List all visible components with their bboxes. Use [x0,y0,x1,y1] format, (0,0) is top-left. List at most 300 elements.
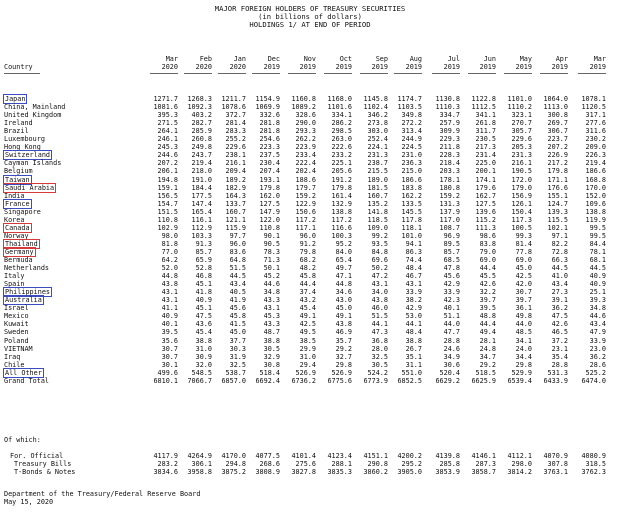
holding-value: 78.1 [589,247,606,256]
holding-value: 42.6 [551,320,568,329]
holding-value: 40.1 [443,304,460,313]
holding-value: 44.4 [299,280,316,289]
holding-value: 30.7 [515,288,532,297]
holding-value: 184.4 [191,183,212,192]
holding-value: 42.9 [443,280,460,289]
holding-value: 100.5 [511,223,532,232]
sub-row-name: T-Bonds & Notes [14,468,76,477]
holding-value: 180.8 [439,183,460,192]
holding-value: 119.9 [585,215,606,224]
holding-value: 270.7 [511,119,532,128]
column-year: 2020 [195,63,212,71]
title-line-2: (in billions of dollars) [258,12,362,21]
country-name: All Other [5,368,42,377]
holding-value: 38.5 [299,336,316,345]
sub-row-value: 4077.5 [255,452,280,460]
country-name: Japan [5,95,26,103]
holding-value: 43.8 [335,320,352,329]
holding-value: 499.6 [157,368,178,377]
holding-value: 165.4 [191,207,212,216]
holding-value: 133.7 [225,199,246,208]
holding-value: 44.8 [161,272,178,281]
holding-value: 147.4 [191,199,212,208]
column-month: Jan [233,55,246,63]
holding-value: 313.4 [401,127,422,136]
sub-row-value: 290.8 [367,460,388,469]
holding-value: 349.8 [401,111,422,120]
holding-value: 159.2 [439,191,460,200]
holding-value: 226.9 [547,151,568,160]
holding-value: 49.5 [299,328,316,337]
holding-value: 257.9 [439,119,460,128]
sub-row-value: 298.0 [511,460,532,469]
country-name: Cayman Islands [4,159,62,168]
column-underline [184,73,212,74]
column-month: May [519,55,532,63]
holding-value: 99.3 [515,231,532,240]
holding-value: 99.2 [371,231,388,240]
holding-value: 117.1 [295,223,316,232]
holding-value: 6736.2 [291,376,316,385]
holding-value: 207.2 [547,143,568,152]
column-year: 2020 [229,63,246,71]
holding-value: 317.1 [585,111,606,120]
holding-value: 30.6 [443,360,460,369]
holding-value: 1081.6 [153,103,178,112]
holding-value: 45.0 [515,264,532,273]
holding-value: 215.0 [401,167,422,176]
holding-value: 182.9 [225,183,246,192]
holding-value: 188.6 [295,175,316,184]
footer-dept: Department of the Treasury/Federal Reserve Board [4,490,201,498]
holding-value: 37.4 [299,288,316,297]
holding-value: 90.1 [263,231,280,240]
holding-value: 229.6 [225,143,246,152]
holding-value: 206.1 [157,167,178,176]
holding-value: 109.0 [367,223,388,232]
column-underline [218,73,246,74]
country-header: Country [4,63,33,71]
holding-value: 102.9 [157,223,178,232]
holding-value: 243.7 [191,151,212,160]
of-which-label: Of which: [4,436,41,444]
holding-value: 30.8 [263,360,280,369]
holding-value: 1120.5 [581,103,606,112]
holding-value: 50.2 [371,264,388,273]
holding-value: 74.4 [405,256,422,264]
holding-value: 159.1 [157,183,178,192]
holding-value: 1271.7 [153,95,178,103]
holding-value: 244.9 [401,135,422,144]
holding-value: 69.0 [479,256,496,264]
holding-value: 96.9 [443,231,460,240]
holding-value: 395.3 [157,111,178,120]
holding-value: 43.1 [405,280,422,289]
holding-value: 216.1 [225,159,246,168]
holding-value: 34.8 [589,304,606,313]
holding-value: 117.3 [511,215,532,224]
sub-row-value: 3853.9 [435,468,460,477]
country-name: Thailand [5,239,38,248]
column-month: Mar [165,55,178,63]
holding-value: 145.5 [401,207,422,216]
holding-value: 34.0 [371,288,388,297]
holding-value: 102.1 [547,223,568,232]
holding-value: 43.4 [589,320,606,329]
holding-value: 179.8 [547,167,568,176]
holding-value: 311.6 [585,127,606,136]
country-name: Kuwait [4,320,29,329]
holding-value: 30.9 [195,352,212,361]
holding-value: 53.0 [405,312,422,321]
holding-value: 100.3 [331,231,352,240]
column-year: 2019 [443,63,460,71]
holding-value: 224.5 [401,143,422,152]
holding-value: 225.0 [475,159,496,168]
holding-value: 38.8 [195,336,212,345]
holding-value: 1174.7 [397,95,422,103]
holding-value: 170.0 [585,183,606,192]
holding-value: 40.1 [161,320,178,329]
holding-value: 32.2 [479,288,496,297]
holding-value: 64.2 [161,256,178,264]
holding-value: 6810.1 [153,376,178,385]
holding-value: 230.4 [259,159,280,168]
column-year: 2019 [405,63,422,71]
sub-row-value: 3835.3 [327,468,352,477]
sub-row-value: 3762.3 [581,468,606,477]
holding-value: 219.4 [191,159,212,168]
country-name: Luxembourg [4,135,45,144]
holding-value: 254.6 [259,135,280,144]
holding-value: 216.1 [511,159,532,168]
holding-value: 39.7 [515,296,532,305]
holding-value: 35.6 [161,336,178,345]
country-name: Philippines [5,288,51,297]
holding-value: 43.0 [335,296,352,305]
holding-value: 77.8 [515,247,532,256]
holding-value: 229.3 [439,135,460,144]
holding-value: 531.3 [547,368,568,377]
sub-row-value: 275.6 [295,460,316,469]
holding-value: 218.4 [439,159,460,168]
holding-value: 28.6 [589,360,606,369]
holding-value: 40.9 [195,296,212,305]
holding-value: 47.7 [443,328,460,337]
sub-row-value: 295.2 [401,460,422,469]
holding-value: 42.0 [515,280,532,289]
holding-value: 183.8 [401,183,422,192]
holding-value: 49.8 [515,312,532,321]
holding-value: 45.0 [229,328,246,337]
holding-value: 29.4 [299,360,316,369]
holding-value: 231.3 [511,151,532,160]
holding-value: 1113.0 [543,103,568,112]
holding-value: 1112.5 [471,103,496,112]
header-years [2,63,618,87]
holding-value: 122.0 [259,215,280,224]
holding-value: 45.6 [229,304,246,313]
holding-value: 230.5 [475,135,496,144]
column-month: Oct [339,55,352,63]
column-underline [150,73,178,74]
holding-value: 36.8 [371,336,388,345]
sub-row-value: 3905.0 [397,468,422,477]
holding-value: 518.5 [475,368,496,377]
holding-value: 31.0 [195,344,212,353]
holding-value: 45.1 [195,280,212,289]
country-name: Iraq [4,352,21,361]
holding-value: 230.2 [585,135,606,144]
holding-value: 41.8 [195,288,212,297]
holding-value: 262.2 [295,135,316,144]
holding-value: 90.5 [263,239,280,248]
sub-row-value: 4146.1 [471,452,496,460]
holding-value: 1145.8 [363,95,388,103]
holding-value: 47.1 [335,272,352,281]
title-line-1: MAJOR FOREIGN HOLDERS OF TREASURY SECURITIES [214,4,406,13]
holding-value: 31.1 [405,360,422,369]
column-year: 2019 [335,63,352,71]
holding-value: 44.0 [443,320,460,329]
sub-row-value: 3858.7 [471,468,496,477]
country-name: Bermuda [4,256,33,264]
sub-row-value: 4151.1 [363,452,388,460]
country-name: France [5,199,30,208]
holding-value: 118.5 [367,215,388,224]
holding-value: 37.2 [551,336,568,345]
holding-value: 1102.4 [363,103,388,112]
holding-value: 6775.6 [327,376,352,385]
column-underline [540,73,568,74]
holding-value: 43.3 [263,296,280,305]
holding-value: 334.7 [439,111,460,120]
holding-value: 43.6 [195,320,212,329]
holding-value: 229.6 [511,135,532,144]
holding-value: 218.0 [191,167,212,176]
sub-row-value: 288.1 [331,460,352,469]
holding-value: 49.1 [335,312,352,321]
holding-value: 43.4 [551,280,568,289]
holding-value: 152.0 [585,191,606,200]
holding-value: 231.3 [367,151,388,160]
holding-value: 30.5 [371,360,388,369]
holding-value: 81.4 [515,239,532,248]
holding-value: 31.0 [299,352,316,361]
country-name: Germany [5,247,34,256]
holding-value: 244.6 [157,151,178,160]
holding-value: 101.0 [401,231,422,240]
holding-value: 186.6 [585,167,606,176]
holding-value: 282.7 [191,119,212,128]
holding-value: 41.0 [551,272,568,281]
holding-value: 176.6 [547,183,568,192]
column-month: Nov [303,55,316,63]
holding-value: 293.3 [295,127,316,136]
holding-value: 117.0 [439,215,460,224]
holding-value: 200.1 [475,167,496,176]
holding-value: 132.9 [331,199,352,208]
holding-value: 29.2 [479,360,496,369]
holding-value: 91.3 [195,239,212,248]
sub-row-value: 4117.9 [153,452,178,460]
holding-value: 44.5 [229,272,246,281]
holding-value: 194.8 [157,175,178,184]
holding-value: 529.9 [511,368,532,377]
holding-value: 159.2 [295,191,316,200]
holding-value: 233.4 [295,151,316,160]
country-name: Brazil [4,127,29,136]
holding-value: 28.8 [443,336,460,345]
country-underline [4,73,40,74]
holding-value: 48.4 [405,264,422,273]
holding-value: 150.4 [511,207,532,216]
holding-value: 45.4 [299,304,316,313]
country-name: Spain [4,280,25,289]
holding-value: 117.2 [295,215,316,224]
holding-value: 79.0 [479,247,496,256]
holding-value: 69.6 [371,256,388,264]
holding-value: 122.9 [295,199,316,208]
holding-value: 154.7 [157,199,178,208]
holding-value: 162.0 [259,191,280,200]
holding-value: 30.7 [161,352,178,361]
country-name: China, Mainland [4,103,66,112]
holding-value: 72.8 [551,247,568,256]
holding-value: 131.3 [439,199,460,208]
holding-value: 223.7 [547,135,568,144]
holding-value: 89.5 [443,239,460,248]
holding-value: 47.3 [371,328,388,337]
holding-value: 85.7 [195,247,212,256]
holding-value: 118.1 [401,223,422,232]
holding-value: 190.5 [511,167,532,176]
holding-value: 1110.2 [507,103,532,112]
holding-value: 223.9 [295,143,316,152]
holding-value: 179.7 [295,183,316,192]
holding-value: 133.5 [401,199,422,208]
holding-value: 30.3 [229,344,246,353]
column-year: 2020 [161,63,178,71]
country-name: Poland [4,336,29,345]
holding-value: 96.0 [229,239,246,248]
holding-value: 36.2 [551,304,568,313]
sub-row-value: 307.8 [547,460,568,469]
holding-value: 138.8 [585,207,606,216]
holding-value: 6857.0 [221,376,246,385]
sub-row-value: 4123.4 [327,452,352,460]
holding-value: 44.5 [551,264,568,273]
holding-value: 44.8 [335,280,352,289]
column-underline [504,73,532,74]
holding-value: 34.1 [515,336,532,345]
holding-value: 191.0 [191,175,212,184]
column-month: Dec [267,55,280,63]
holding-value: 46.8 [195,272,212,281]
holding-value: 283.3 [225,127,246,136]
holding-value: 135.2 [367,199,388,208]
holding-value: 34.6 [335,288,352,297]
holding-value: 28.1 [479,336,496,345]
holding-value: 238.7 [367,159,388,168]
holding-value: 44.6 [263,280,280,289]
holding-value: 48.8 [479,312,496,321]
holding-value: 27.3 [551,288,568,297]
holding-value: 151.5 [157,207,178,216]
holding-value: 23.1 [551,344,568,353]
holding-value: 112.9 [191,223,212,232]
holding-value: 179.6 [475,183,496,192]
holding-value: 48.4 [405,328,422,337]
holding-value: 6692.4 [255,376,280,385]
holding-value: 174.1 [475,175,496,184]
holding-value: 35.1 [405,352,422,361]
holding-value: 49.1 [299,312,316,321]
holding-value: 41.5 [229,320,246,329]
holding-value: 155.1 [547,191,568,200]
country-name: Italy [4,272,25,281]
holding-value: 236.3 [401,159,422,168]
sub-row-value: 3763.1 [543,468,568,477]
holding-value: 6773.9 [363,376,388,385]
country-name: Canada [5,223,30,232]
holding-value: 29.8 [515,360,532,369]
holding-value: 46.7 [405,272,422,281]
sub-row-value: 4139.8 [435,452,460,460]
holding-value: 311.7 [475,127,496,136]
holding-value: 86.3 [405,247,422,256]
holding-value: 281.8 [259,127,280,136]
holding-value: 178.1 [439,175,460,184]
holding-value: 44.4 [479,320,496,329]
holding-value: 111.3 [475,223,496,232]
holding-value: 103.3 [191,231,212,240]
holding-value: 32.5 [371,352,388,361]
holding-value: 24.0 [515,344,532,353]
holding-value: 551.0 [401,368,422,377]
holding-value: 228.3 [439,151,460,160]
holding-value: 1078.1 [581,95,606,103]
holding-value: 162.7 [475,191,496,200]
holding-value: 32.7 [335,352,352,361]
holding-value: 298.5 [331,127,352,136]
holding-value: 30.1 [161,360,178,369]
holding-value: 45.6 [443,272,460,281]
country-name: Singapore [4,207,41,216]
holding-value: 40.9 [589,280,606,289]
holding-value: 520.4 [439,368,460,377]
title-line-3: HOLDINGS 1/ AT END OF PERIOD [249,20,371,29]
holding-value: 346.2 [367,111,388,120]
holding-value: 34.8 [263,288,280,297]
holding-value: 215.5 [367,167,388,176]
holding-value: 37.7 [229,336,246,345]
holding-value: 1268.3 [187,95,212,103]
sub-row-value: 4200.2 [397,452,422,460]
holding-value: 30.7 [161,344,178,353]
holding-value: 110.8 [259,223,280,232]
sub-row-value: 3860.2 [363,468,388,477]
sub-row-value: 4101.4 [291,452,316,460]
holding-value: 137.9 [439,207,460,216]
holding-value: 1069.9 [255,103,280,112]
holding-value: 1092.3 [187,103,212,112]
holding-value: 94.1 [405,239,422,248]
holding-value: 31.9 [229,352,246,361]
holding-value: 281.4 [225,119,246,128]
holding-value: 65.4 [335,256,352,264]
country-name: Switzerland [5,151,51,160]
